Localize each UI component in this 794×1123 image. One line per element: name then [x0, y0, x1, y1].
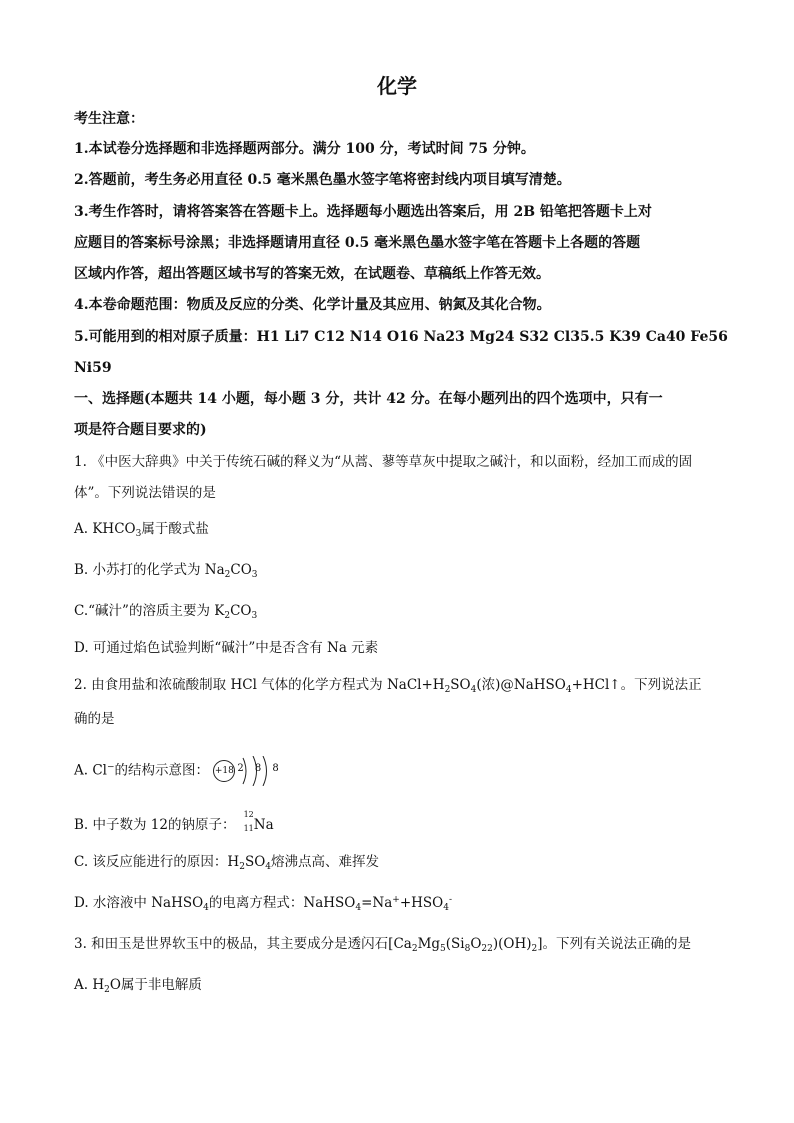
section-heading-cont: 项是符合题目要求的) — [74, 422, 207, 438]
notice-item: 应题目的答案标号涂黑；非选择题请用直径 0.5 毫米黑色墨水签字笔在答题卡上各题的答题 — [74, 235, 641, 251]
q1-option-d: D. 可通过焰色试验判断“碱汁”中是否含有 Na 元素 — [74, 640, 379, 656]
q2-option-d: D. 水溶液中 NaHSO$_4$的电离方程式：$NaHSO_4=Na^++HSO_4^-$ — [74, 895, 453, 913]
q1-option-c: C.“碱汁”的溶质主要为 $K_2CO_3$ — [74, 603, 258, 621]
q2-stem-cont: 确的是 — [74, 711, 115, 727]
notice-item: 5.可能用到的相对原子质量：H1 Li7 C12 N14 O16 Na23 Mg24 S32 Cl35.5 K39 Ca40 Fe56 — [74, 329, 728, 345]
q2-option-c: C. 该反应能进行的原因：$H_2SO_4$熔沸点高、难挥发 — [74, 854, 380, 872]
q3-stem: 3. 和田玉是世界软玉中的极品，其主要成分是透闪石$[Ca_2Mg_5(Si_8O_{22})(OH)_2]$。下列有关说法正确的是 — [74, 936, 692, 954]
q2-stem: 2. 由食用盐和浓硫酸制取 HCl 气体的化学方程式为 $NaCl+H_2SO_4$(浓)@NaHSO$_4$+HCl↑。下列说法正 — [74, 677, 702, 695]
shell-electron-counts: 2 8 8 — [237, 763, 283, 774]
q2-option-a: A. Cl−的结构示意图： +18 2 8 8 — [74, 756, 281, 786]
cl-ion-structure-diagram — [213, 756, 281, 786]
q1-stem-cont: 体”。下列说法错误的是 — [74, 485, 216, 501]
notice-item: 3.考生作答时，请将答案答在答题卡上。选择题每小题选出答案后，用 2B 铅笔把答题卡上对 — [74, 204, 652, 220]
page-title: 化学 — [377, 74, 417, 98]
q2-option-b: B. 中子数为 12的钠原子： 12 11 Na — [74, 810, 274, 833]
notice-item: 4.本卷命题范围：物质及反应的分类、化学计量及其应用、钠氮及其化合物。 — [74, 297, 551, 313]
q1-stem: 1. 《中医大辞典》中关于传统石碱的释义为“从蒿、蓼等草灰中提取之碱汁，和以面粉，经加工而成的固 — [74, 454, 693, 470]
nucleus-circle: +18 — [213, 760, 235, 782]
notice-item: 2.答题前，考生务必用直径 0.5 毫米黑色墨水签字笔将密封线内项目填写清楚。 — [74, 172, 571, 188]
notice-item: 区域内作答，超出答题区域书写的答案无效，在试题卷、草稿纸上作答无效。 — [74, 266, 550, 282]
q1-option-a: A. $KHCO_3$属于酸式盐 — [74, 521, 209, 539]
section-heading: 一、选择题(本题共 14 小题，每小题 3 分，共计 42 分。在每小题列出的四个选项中，只有一 — [74, 391, 663, 407]
notice-heading: 考生注意： — [74, 111, 144, 127]
q1-option-b: B. 小苏打的化学式为 $Na_2CO_3$ — [74, 562, 258, 580]
notice-item: 1.本试卷分选择题和非选择题两部分。满分 100 分，考试时间 75 分钟。 — [74, 141, 535, 157]
q3-option-a: A. $H_2O$属于非电解质 — [74, 977, 202, 995]
nuclide-notation: 12 11 — [243, 810, 254, 833]
notice-item: Ni59 — [74, 360, 112, 376]
